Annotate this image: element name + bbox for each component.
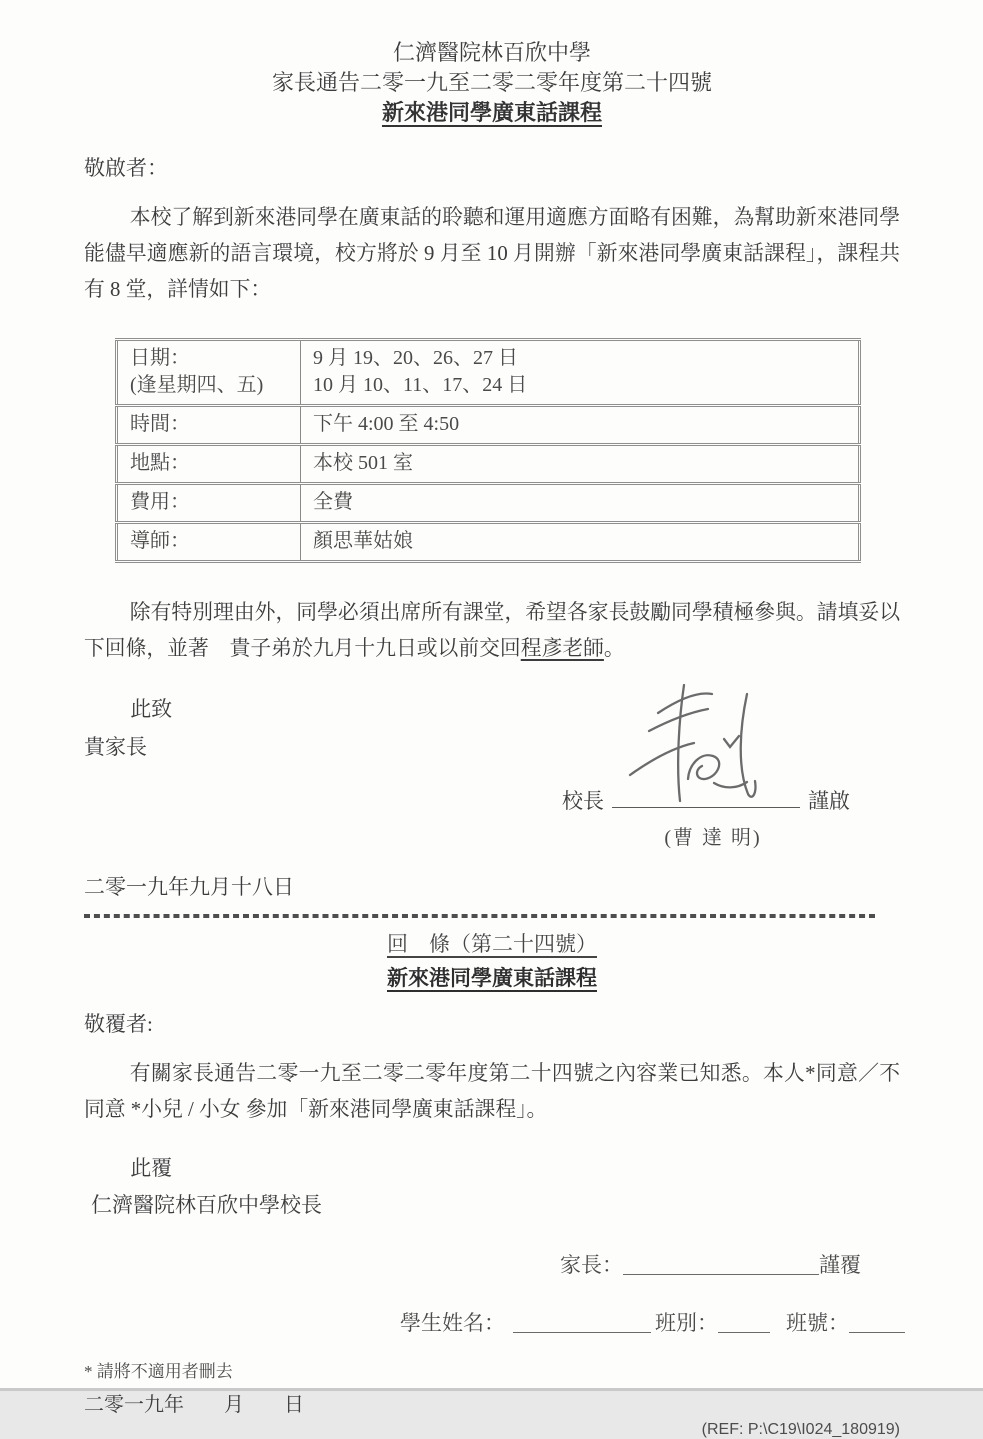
reply-salutation: 敬覆者: — [84, 1012, 153, 1036]
row-value-tutor: 顏思華姑娘 — [301, 523, 860, 562]
table-row-fee — [117, 484, 860, 523]
row-label-tutor: 導師： — [117, 523, 301, 562]
paragraph-2-period: 。 — [603, 637, 625, 660]
reply-body: 有關家長通告二零一九至二零二零年度第二十四號之內容業已知悉。本人*同意／不同意 *小兒 / 小女 參加「新來港同學廣東話課程」。 — [84, 1062, 900, 1121]
table-row-time — [117, 406, 860, 445]
principal-name: (曹 達 明) — [664, 827, 762, 849]
table-row-tutor — [117, 523, 860, 562]
student-info-row — [400, 1307, 900, 1337]
class-number-blank — [849, 1312, 905, 1333]
letter-addressee: 貴家長 — [84, 735, 147, 759]
class-label: 班別： — [655, 1311, 718, 1335]
signature-area — [84, 693, 900, 861]
student-name-label: 學生姓名： — [400, 1311, 505, 1335]
principal-closing: 謹啟 — [808, 789, 850, 813]
parent-signature-blank — [623, 1254, 819, 1275]
letter-date: 二零一九年九月十八日 — [84, 875, 294, 899]
row-label-date: 日期： (逢星期四、五) — [117, 340, 301, 406]
row-label-time: 時間： — [117, 406, 301, 445]
table-row-venue — [117, 445, 860, 484]
principal-label: 校長 — [562, 789, 604, 813]
principal-signature-row — [562, 785, 850, 815]
reply-slip-heading: 回 條（第二十四號） — [387, 932, 597, 956]
course-table — [115, 338, 861, 563]
row-value-fee: 全費 — [301, 484, 860, 523]
letter-paragraph-2 — [84, 595, 900, 667]
letter-closing: 此致 — [130, 697, 173, 721]
paragraph-2-text: 除有特別理由外，同學必須出席所有課堂，希望各家長鼓勵同學積極參與。請填妥以下回條，並著 貴子弟於九月十九日或以前交回 — [84, 601, 900, 660]
row-label-venue: 地點： — [117, 445, 301, 484]
parent-signature-row — [560, 1249, 900, 1279]
table-row-date — [117, 340, 860, 406]
delete-note: * 請將不適用者刪去 — [84, 1362, 233, 1381]
letter-paragraph-1: 本校了解到新來港同學在廣東話的聆聽和運用適應方面略有困難，為幫助新來港同學能儘早適應新的語言環境，校方將於 9 月至 10 月開辦「新來港同學廣東話課程」，課程共有 8 堂，詳情如下： — [84, 206, 900, 301]
reply-closing: 此覆 — [130, 1156, 173, 1180]
class-number-label: 班號： — [786, 1311, 849, 1335]
reply-date-blank: 二零一九年 月 日 — [84, 1394, 304, 1416]
parent-closing: 謹覆 — [819, 1253, 861, 1277]
reply-slip-subheading: 新來港同學廣東話課程 — [387, 966, 597, 990]
reference-code: (REF: P:\C19\I024_180919) — [701, 1421, 900, 1438]
cut-line-divider — [84, 914, 875, 918]
letter-salutation: 敬啟者： — [84, 156, 168, 180]
row-value-date: 9 月 19、20、26、27 日 10 月 10、11、17、24 日 — [301, 340, 860, 406]
row-value-venue: 本校 501 室 — [301, 445, 860, 484]
school-name: 仁濟醫院林百欣中學 — [392, 40, 591, 65]
row-label-fee: 費用： — [117, 484, 301, 523]
parent-label: 家長： — [560, 1253, 623, 1277]
class-blank — [718, 1312, 770, 1333]
student-name-blank — [513, 1312, 651, 1333]
reply-addressee: 仁濟醫院林百欣中學校長 — [91, 1193, 322, 1217]
notice-title: 新來港同學廣東話課程 — [381, 100, 602, 125]
notice-number: 家長通告二零一九至二零二零年度第二十四號 — [271, 70, 712, 95]
row-value-time: 下午 4:00 至 4:50 — [301, 406, 860, 445]
principal-signature-line — [612, 789, 800, 808]
teacher-name: 程彥老師 — [520, 637, 604, 660]
